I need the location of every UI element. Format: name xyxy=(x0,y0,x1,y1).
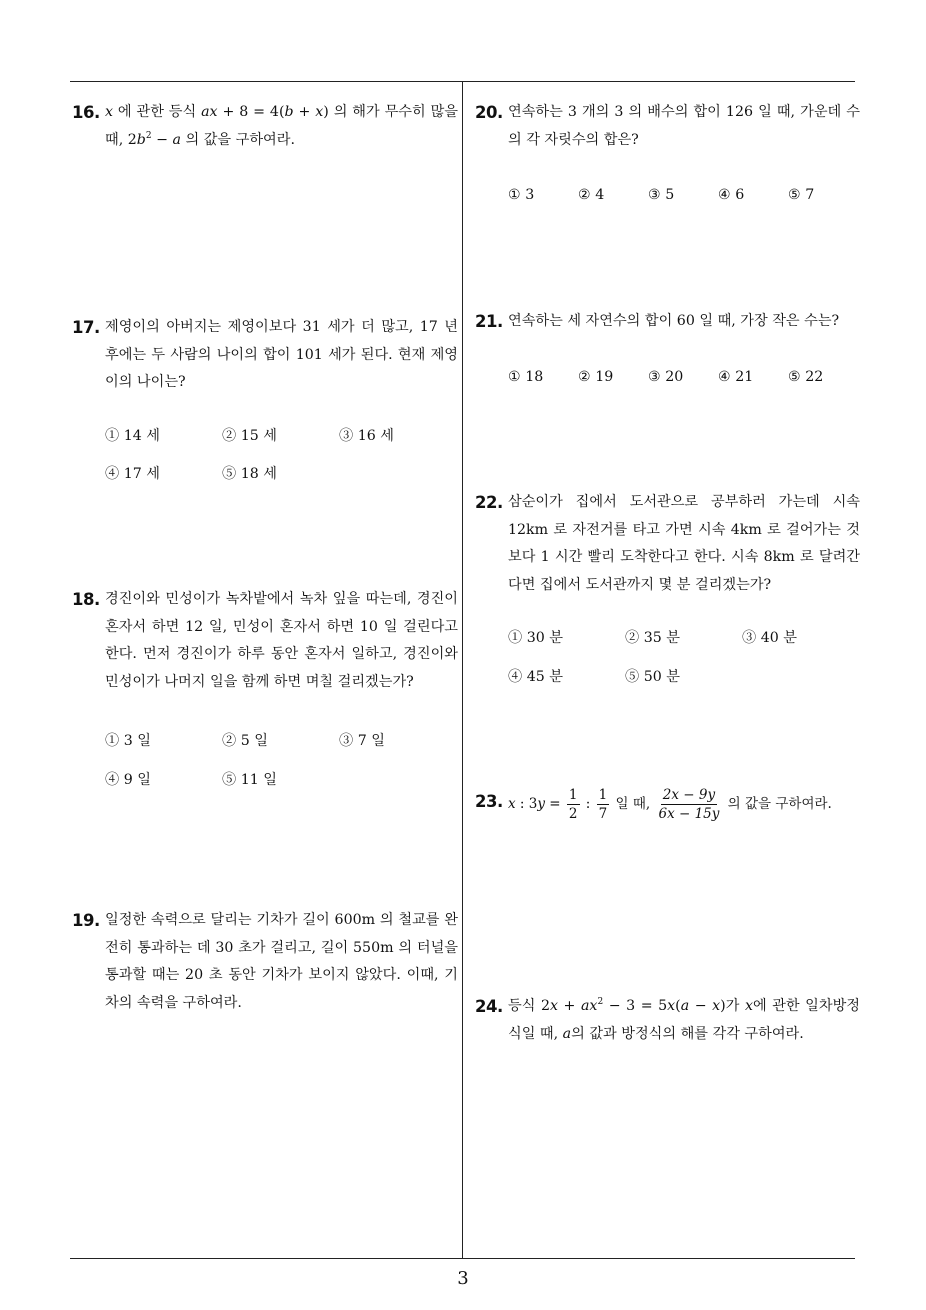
question-text: 연속하는 세 자연수의 합이 60 일 때, 가장 작은 수는? xyxy=(508,313,840,329)
question-text: 등식 $2x + ax^2 - 3 = 5x(a - x)$가 x에 관한 일차방정식일 때, a의 값과 방정식의 해를 각각 구하여라. xyxy=(508,997,860,1042)
choice-1[interactable]: ① 18 xyxy=(508,368,544,385)
question-number: 16. xyxy=(72,103,100,122)
question-text: x : 3y = $\frac{1}{2}$ : $\frac{1}{7}$ 일 때, $\frac{2x - 9y}{6x - 15y}$ 의 값을 구하여라. xyxy=(508,787,832,822)
question-text: 경진이와 민성이가 녹차밭에서 녹차 잎을 따는데, 경진이 혼자서 하면 12 일, 민성이 혼자서 하면 10 일 걸린다고 한다. 먼저 경진이가 하루 동안 혼자서 일하고, 경진이와 민성이가 나머지 일을 함께 하면 며칠 걸리겠는가? xyxy=(105,591,458,690)
question-text: 제영이의 아버지는 제영이보다 31 세가 더 많고, 17 년 후에는 두 사람의 나이의 합이 101 세가 된다. 현재 제영이의 나이는? xyxy=(105,319,458,390)
choice-3[interactable]: ③ 5 xyxy=(648,187,675,203)
bottom-rule xyxy=(70,1258,855,1259)
fraction-one-seventh: $\frac{1}{7}$ xyxy=(598,787,608,822)
answer-choices xyxy=(105,728,458,794)
choice-3[interactable]: ③ 20 xyxy=(648,368,684,385)
choice-4[interactable]: ④ 6 xyxy=(718,187,745,203)
question-22 xyxy=(475,489,860,691)
question-number: 20. xyxy=(475,103,503,122)
choice-3[interactable]: ③ 7 일 xyxy=(339,733,385,749)
column-divider xyxy=(462,81,463,1259)
answer-choices xyxy=(508,625,860,691)
answer-choices xyxy=(105,423,458,489)
choice-5[interactable]: ⑤ 7 xyxy=(788,187,815,203)
question-number: 22. xyxy=(475,493,503,512)
choice-3[interactable]: ③ 16 세 xyxy=(339,427,394,444)
question-23 xyxy=(475,786,860,823)
choice-5[interactable]: ⑤ 22 xyxy=(788,368,824,385)
choice-4[interactable]: ④ 21 xyxy=(718,368,754,385)
question-20 xyxy=(475,99,860,210)
choice-2[interactable]: ② 4 xyxy=(578,187,605,203)
choice-1[interactable]: ① 30 분 xyxy=(508,630,563,646)
choice-4[interactable]: ④ 17 세 xyxy=(105,466,160,482)
question-text: 연속하는 3 개의 3 의 배수의 합이 126 일 때, 가운데 수의 각 자릿수의 합은? xyxy=(508,104,860,148)
question-24 xyxy=(475,993,860,1048)
choice-2[interactable]: ② 15 세 xyxy=(222,427,277,444)
fraction-expression: $\frac{2x - 9y}{6x - 15y}$ xyxy=(658,787,720,822)
choice-2[interactable]: ② 5 일 xyxy=(222,733,268,749)
choice-1[interactable]: ① 3 일 xyxy=(105,733,151,749)
answer-choices xyxy=(508,182,860,210)
fraction-one-half: $\frac{1}{2}$ xyxy=(568,787,578,822)
answer-choices xyxy=(508,364,860,392)
choice-1[interactable]: ① 14 세 xyxy=(105,427,160,444)
question-number: 17. xyxy=(72,318,100,337)
question-number: 19. xyxy=(72,911,100,930)
question-17 xyxy=(72,314,458,489)
question-text: 일정한 속력으로 달리는 기차가 길이 600m 의 철교를 완전히 통과하는 데 30 초가 걸리고, 길이 550m 의 터널을 통과할 때는 20 초 동안 기차가 보이지 않았다. 이때, 기차의 속력을 구하여라. xyxy=(105,912,458,1011)
question-18 xyxy=(72,586,458,794)
question-19 xyxy=(72,907,458,1017)
choice-4[interactable]: ④ 45 분 xyxy=(508,668,563,685)
choice-2[interactable]: ② 19 xyxy=(578,368,614,385)
question-21 xyxy=(475,308,860,391)
choice-4[interactable]: ④ 9 일 xyxy=(105,771,151,788)
question-number: 23. xyxy=(475,792,503,811)
choice-3[interactable]: ③ 40 분 xyxy=(742,630,797,646)
question-text: x 에 관한 등식 ax + 8 = 4(b + x) 의 해가 무수히 많을 때, $2b^2 - a$ 의 값을 구하여라. xyxy=(105,104,458,148)
choice-2[interactable]: ② 35 분 xyxy=(625,630,680,646)
question-16 xyxy=(72,99,458,154)
question-text: 삼순이가 집에서 도서관으로 공부하러 가는데 시속 12km 로 자전거를 타고 가면 시속 4km 로 걸어가는 것보다 1 시간 빨리 도착한다고 한다. 시속 8km 로 달려간다면 집에서 도서관까지 몇 분 걸리겠는가? xyxy=(508,494,860,593)
choice-1[interactable]: ① 3 xyxy=(508,187,535,203)
question-number: 24. xyxy=(475,997,503,1016)
question-number: 18. xyxy=(72,590,100,609)
page-number: 3 xyxy=(457,1268,469,1289)
question-number: 21. xyxy=(475,312,503,331)
choice-5[interactable]: ⑤ 50 분 xyxy=(625,668,680,685)
choice-5[interactable]: ⑤ 11 일 xyxy=(222,771,277,788)
choice-5[interactable]: ⑤ 18 세 xyxy=(222,466,277,482)
